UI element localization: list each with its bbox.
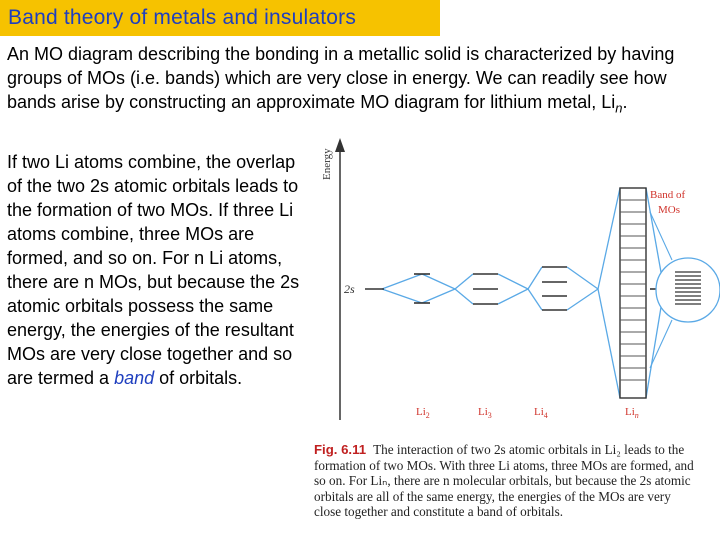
zoom-line-top bbox=[650, 212, 672, 260]
zoom-circle bbox=[656, 258, 720, 322]
figure-caption bbox=[314, 442, 694, 520]
orbital-label-2s: 2s bbox=[344, 282, 355, 296]
mo-diagram bbox=[310, 130, 720, 430]
intro-paragraph bbox=[7, 42, 707, 121]
band-word: band bbox=[114, 368, 155, 388]
energy-axis-label: Energy bbox=[321, 148, 333, 180]
li4-mos bbox=[528, 267, 598, 310]
zoom-line-bottom bbox=[650, 320, 672, 368]
band-label-line1: Band of bbox=[650, 189, 686, 201]
band-label-line2: MOs bbox=[658, 204, 681, 216]
figure-label: Fig. 6.11 bbox=[314, 442, 367, 457]
x-label-li3: $Li_3$ bbox=[478, 406, 492, 420]
x-label-li4: $Li_4$ bbox=[534, 406, 548, 420]
intro-text: An MO diagram describing the bonding in a metallic solid is characterized by having groups of MOs (i.e. bands) which are very close in energy. We can readily see how bands arise by constructing an approximate MO diagram for lithium metal, Li bbox=[7, 44, 675, 112]
x-label-lin: $Li_n$ bbox=[625, 406, 639, 420]
intro-end: . bbox=[622, 92, 628, 112]
body-paragraph bbox=[7, 150, 307, 390]
body-end: of orbitals. bbox=[159, 368, 243, 388]
lin-band bbox=[620, 188, 646, 398]
body-text: If two Li atoms combine, the overlap of the two 2s atomic orbitals leads to the formation of two MOs. If three Li atoms combine, three MOs are formed, and so on. For n Li atoms, there are n MOs, but because the 2s atomic orbitals possess the same energy, the energies of the resultant MOs are very close together and so are termed a bbox=[7, 152, 300, 388]
x-label-li2: $Li_2$ bbox=[416, 406, 430, 420]
intro-subscript: n bbox=[615, 100, 623, 116]
energy-axis-arrow bbox=[335, 138, 345, 152]
title-bar bbox=[0, 0, 440, 36]
li2-mos bbox=[382, 274, 455, 303]
page-title: Band theory of metals and insulators bbox=[8, 6, 357, 29]
caption-text: The interaction of two 2s atomic orbitals in Li₂ leads to the formation of two MOs. With three Li atoms, three MOs are formed, and so on. For Liₙ, there are n molecular orbitals, but because the 2s atomic orbitals are all of the same energy, the energies of the MOs are very close together and constitute a band of orbitals. bbox=[314, 442, 694, 519]
